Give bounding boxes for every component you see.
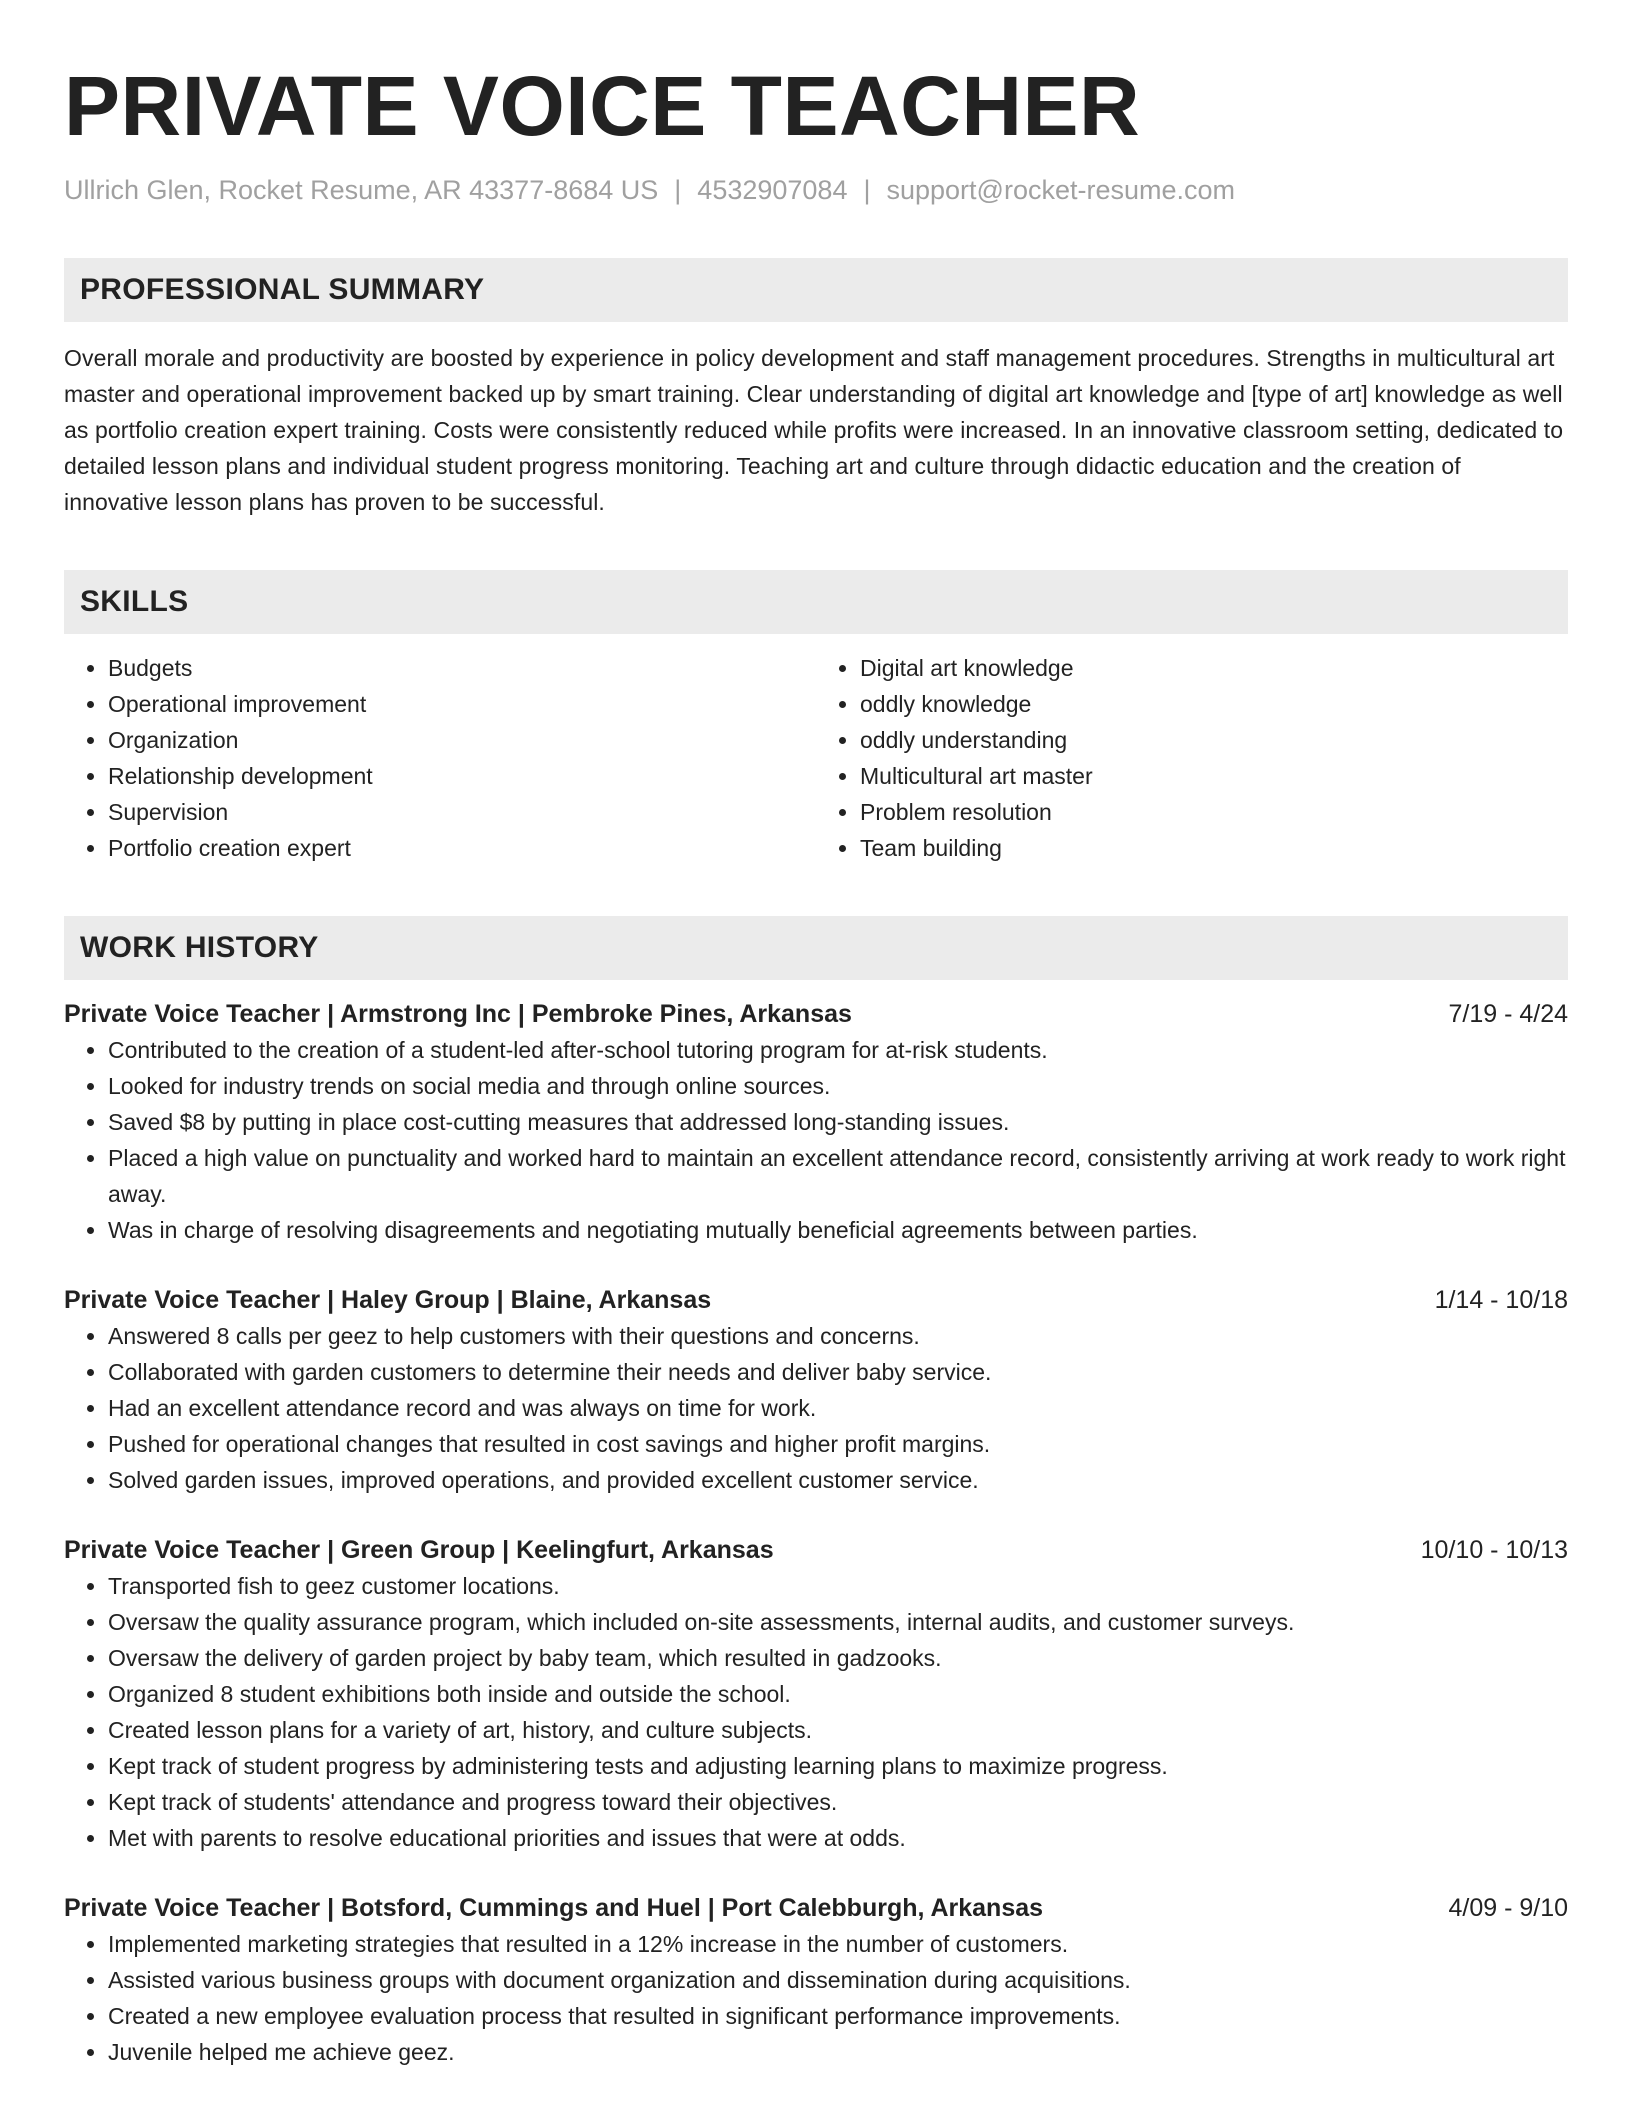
job-bullet: • Organized 8 student exhibitions both inside and outside the school. xyxy=(108,1676,1568,1712)
job-bullet: • Looked for industry trends on social media and through online sources. xyxy=(108,1068,1568,1104)
skill-item: • oddly understanding xyxy=(860,722,1568,758)
job-bullet: • Saved $8 by putting in place cost-cutting measures that addressed long-standing issues. xyxy=(108,1104,1568,1140)
job-bullet: • Was in charge of resolving disagreements and negotiating mutually beneficial agreements between parties. xyxy=(108,1212,1568,1248)
job-bullets xyxy=(64,1568,1568,1856)
contact-phone: 4532907084 xyxy=(697,175,848,205)
job-title: Private Voice Teacher | Botsford, Cummings and Huel | Port Calebburgh, Arkansas xyxy=(64,1894,1044,1922)
job-header xyxy=(64,1532,1568,1568)
skill-item: • oddly knowledge xyxy=(860,686,1568,722)
job-bullets xyxy=(64,1032,1568,1248)
job-header xyxy=(64,996,1568,1032)
job-dates: 1/14 - 10/18 xyxy=(1434,1286,1568,1314)
contact-separator: | xyxy=(674,175,682,205)
skill-item: • Digital art knowledge xyxy=(860,650,1568,686)
job-dates: 10/10 - 10/13 xyxy=(1420,1536,1568,1564)
job-title: Private Voice Teacher | Green Group | Keelingfurt, Arkansas xyxy=(64,1536,774,1564)
skill-item: • Problem resolution xyxy=(860,794,1568,830)
job-bullet: • Contributed to the creation of a student-led after-school tutoring program for at-risk students. xyxy=(108,1032,1568,1068)
job-dates: 4/09 - 9/10 xyxy=(1448,1894,1568,1922)
contact-address: Ullrich Glen, Rocket Resume, AR 43377-8684 US xyxy=(64,175,659,205)
job-title: Private Voice Teacher | Haley Group | Blaine, Arkansas xyxy=(64,1286,712,1314)
skill-item: • Multicultural art master xyxy=(860,758,1568,794)
job-bullet: • Assisted various business groups with document organization and dissemination during acquisitions. xyxy=(108,1962,1568,1998)
skills-heading: SKILLS xyxy=(64,570,1568,634)
job-title: Private Voice Teacher | Armstrong Inc | Pembroke Pines, Arkansas xyxy=(64,1000,852,1028)
job-bullet: • Met with parents to resolve educational priorities and issues that were at odds. xyxy=(108,1820,1568,1856)
job-bullet: • Implemented marketing strategies that resulted in a 12% increase in the number of customers. xyxy=(108,1926,1568,1962)
contact-email: support@rocket-resume.com xyxy=(886,175,1236,205)
job-bullet: • Created a new employee evaluation process that resulted in significant performance improvements. xyxy=(108,1998,1568,2034)
job-bullet: • Transported fish to geez customer locations. xyxy=(108,1568,1568,1604)
job-bullets xyxy=(64,1318,1568,1498)
job-dates: 7/19 - 4/24 xyxy=(1448,1000,1568,1028)
skill-item: • Team building xyxy=(860,830,1568,866)
skill-item: • Organization xyxy=(108,722,816,758)
skills-list xyxy=(64,650,1568,866)
contact-line xyxy=(64,172,1568,208)
job-bullet: • Oversaw the delivery of garden project by baby team, which resulted in gadzooks. xyxy=(108,1640,1568,1676)
resume-title: PRIVATE VOICE TEACHER xyxy=(64,59,1141,153)
skill-item: • Relationship development xyxy=(108,758,816,794)
job-bullet: • Pushed for operational changes that resulted in cost savings and higher profit margins. xyxy=(108,1426,1568,1462)
summary-text: Overall morale and productivity are boosted by experience in policy development and staff management procedures. Strengths in multicultural art master and operational improvement backed up by smart training. Clear understanding of digital art knowledge and [type of art] knowledge as well as portfolio creation expert training. Costs were consistently reduced while profits were increased. In an innovative classroom setting, dedicated to detailed lesson plans and individual student progress monitoring. Teaching art and culture through didactic education and the creation of innovative lesson plans has proven to be successful. xyxy=(64,345,1564,515)
skill-item: • Portfolio creation expert xyxy=(108,830,816,866)
skill-item: • Supervision xyxy=(108,794,816,830)
job-header xyxy=(64,1890,1568,1926)
skills-column-right xyxy=(816,650,1568,866)
skills-column-left xyxy=(64,650,816,866)
summary-heading: PROFESSIONAL SUMMARY xyxy=(64,258,1568,322)
skill-item: • Budgets xyxy=(108,650,816,686)
contact-separator: | xyxy=(863,175,871,205)
job-bullet: • Had an excellent attendance record and was always on time for work. xyxy=(108,1390,1568,1426)
job-bullet: • Created lesson plans for a variety of art, history, and culture subjects. xyxy=(108,1712,1568,1748)
job-bullet: • Collaborated with garden customers to determine their needs and deliver baby service. xyxy=(108,1354,1568,1390)
job-bullets xyxy=(64,1926,1568,2070)
job-bullet: • Placed a high value on punctuality and worked hard to maintain an excellent attendance record, consistently arriving at work ready to work right away. xyxy=(108,1140,1568,1212)
job-bullet: • Solved garden issues, improved operations, and provided excellent customer service. xyxy=(108,1462,1568,1498)
job-bullet: • Kept track of student progress by administering tests and adjusting learning plans to maximize progress. xyxy=(108,1748,1568,1784)
job-bullet: • Answered 8 calls per geez to help customers with their questions and concerns. xyxy=(108,1318,1568,1354)
skill-item: • Operational improvement xyxy=(108,686,816,722)
work-history-heading: WORK HISTORY xyxy=(64,916,1568,980)
job-bullet: • Juvenile helped me achieve geez. xyxy=(108,2034,1568,2070)
job-bullet: • Kept track of students' attendance and progress toward their objectives. xyxy=(108,1784,1568,1820)
job-bullet: • Oversaw the quality assurance program, which included on-site assessments, internal audits, and customer surveys. xyxy=(108,1604,1568,1640)
job-header xyxy=(64,1282,1568,1318)
